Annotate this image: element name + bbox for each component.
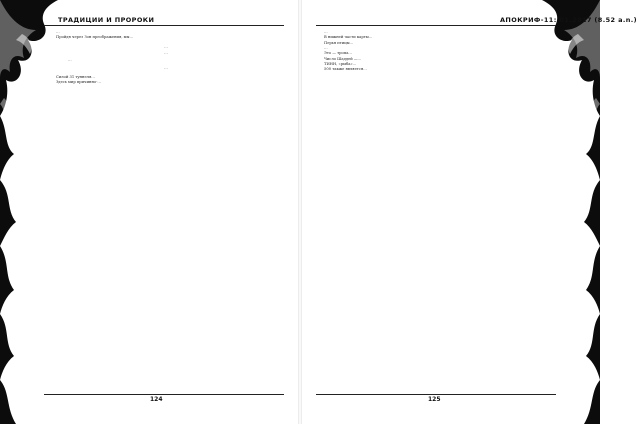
page-number: 124 [150, 396, 163, 403]
right-page [300, 0, 637, 424]
header-rule [316, 25, 556, 26]
paragraph: … [324, 46, 328, 51]
quote-source: … [164, 51, 168, 56]
running-header: АПОКРИФ-11: 01.2017 (8.52 a.n.) [500, 16, 637, 24]
quote-attribution: … [164, 65, 168, 70]
block-quote: … [68, 58, 72, 63]
running-header: ТРАДИЦИИ И ПРОРОКИ [58, 16, 155, 24]
footer-rule [316, 394, 556, 395]
paragraph: 500 также является… [324, 67, 367, 72]
header-rule [44, 25, 284, 26]
paragraph: Перья птицы… [324, 40, 354, 45]
paragraph: ТИНН, «рыба»… [324, 62, 357, 67]
paragraph: … [56, 30, 60, 34]
paragraph: Число Шаддей —… [324, 56, 362, 61]
paragraph: Здесь мир причинно-… [56, 80, 102, 85]
quote-heading: … [164, 44, 168, 49]
footer-rule [44, 394, 284, 395]
body-text [48, 30, 284, 394]
body-text [316, 30, 554, 394]
paragraph: Силой 31 туннеля… [56, 75, 95, 80]
page-number: 125 [428, 396, 441, 403]
paragraph: Это — тропа… [324, 51, 353, 56]
paragraph: … [324, 30, 328, 34]
paragraph: Пройдя через Зон преображения, мы… [56, 35, 134, 40]
paragraph: В нижней части карты… [324, 35, 373, 40]
left-page [0, 0, 300, 424]
